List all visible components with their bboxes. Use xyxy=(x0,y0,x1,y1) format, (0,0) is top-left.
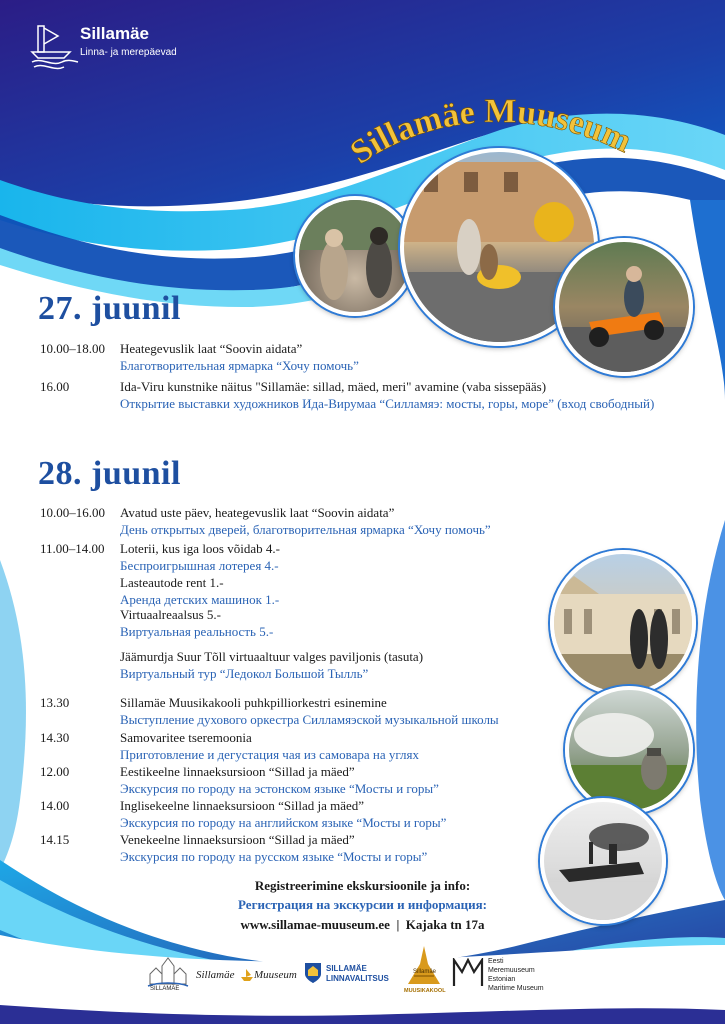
event-title-et: Avatud uste päev, heategevuslik laat “Soovin aidata” xyxy=(120,505,395,520)
event-title-et: Lasteautode rent 1.- xyxy=(120,575,224,590)
partner-label: SILLAMÄE xyxy=(150,986,180,992)
schedule-item xyxy=(40,694,520,728)
event-time: 10.00–18.00 xyxy=(40,341,105,356)
event-title-ru: Благотворительная ярмарка “Хочу помочь” xyxy=(120,358,359,373)
event-title-et: Samovaritee tseremoonia xyxy=(120,730,252,745)
event-title-et: Sillamäe Muusikakooli puhkpilliorkestri esinemine xyxy=(120,695,387,710)
photo-samovar xyxy=(565,686,693,814)
town-crest-icon xyxy=(146,956,190,988)
people-image-icon xyxy=(299,200,411,312)
event-time: 16.00 xyxy=(40,379,70,394)
partner-label: Eesti xyxy=(488,958,504,965)
event-title-ru: День открытых дверей, благотворительная ярмарка “Хочу помочь” xyxy=(120,522,491,537)
event-title-ru: Выступление духового оркестра Силламяэской музыкальной школы xyxy=(120,712,499,727)
event-time: 14.30 xyxy=(40,730,70,745)
partner-label: Sillamäe xyxy=(196,969,235,981)
event-title-et: Heategevuslik laat “Soovin aidata” xyxy=(120,341,303,356)
event-title-et: Venekeelne linnaeksursioon “Sillad ja mäed” xyxy=(120,832,355,847)
logo-name: Sillamäe xyxy=(80,24,149,43)
schedule-item xyxy=(40,648,520,682)
event-title-ru: Беспроигрышная лотерея 4.- xyxy=(120,558,279,573)
schedule-item xyxy=(40,574,520,608)
event-title-et: Inglisekeelne linnaeksursioon “Sillad ja mäed” xyxy=(120,798,365,813)
partner-logo-city-government xyxy=(304,962,394,990)
partner-logo-sillamae-town xyxy=(146,956,190,996)
partner-label: Maritime Museum xyxy=(488,985,544,992)
partner-logo-maritime-museum xyxy=(452,958,572,994)
event-time: 12.00 xyxy=(40,764,70,779)
photo-building xyxy=(550,550,696,696)
event-title-ru: Приготовление и дегустация чая из самовара на углях xyxy=(120,747,419,762)
event-title-et: Virtuaalreaalsus 5.- xyxy=(120,607,222,622)
event-title-ru: Аренда детских машинок 1.- xyxy=(120,592,280,607)
partner-logo-music-school xyxy=(404,944,444,1000)
event-title-ru: Экскурсия по городу на английском языке “Мосты и горы” xyxy=(120,815,447,830)
event-title-ru: Экскурсия по городу на русском языке “Мосты и горы” xyxy=(120,849,428,864)
schedule-item xyxy=(40,763,520,797)
event-logo xyxy=(30,22,200,72)
partner-label: Sillamäe xyxy=(413,969,437,975)
photo-children-playing xyxy=(295,196,415,316)
schedule-item xyxy=(40,540,520,574)
samovar-image-icon xyxy=(569,690,689,810)
event-title-et: Loterii, kus iga loos võidab 4.- xyxy=(120,541,280,556)
event-title-et: Jäämurdja Suur Tõll virtuaaltuur valges paviljonis (tasuta) xyxy=(120,649,424,664)
event-title-et: Ida-Viru kunstnike näitus "Sillamäe: sillad, mäed, meri" avamine (vaba sissepääs) xyxy=(120,379,547,394)
registration-label-ru: Регистрация на экскурсии и информация: xyxy=(238,897,487,912)
music-school-emblem-icon xyxy=(404,944,444,988)
event-title-ru: Виртуальный тур “Ледокол Большой Тылль” xyxy=(120,666,369,681)
logo-subtitle: Linna- ja merepäevad xyxy=(80,47,177,58)
event-title-ru: Открытие выставки художников Ида-Вирумаа “Силламяэ: мосты, горы, море” (вход свободный) xyxy=(120,396,655,411)
day-heading-27: 27. juunil xyxy=(38,290,181,327)
ship-logo-icon xyxy=(30,22,80,70)
registration-contact[interactable]: www.sillamae-muuseum.ee | Kajaka tn 17a xyxy=(240,917,485,932)
event-title-ru: Экскурсия по городу на эстонском языке “Мосты и горы” xyxy=(120,781,439,796)
registration-label-et: Registreerimine ekskursioonile ja info: xyxy=(254,878,471,893)
event-time: 10.00–16.00 xyxy=(40,505,105,520)
partner-label: Estonian xyxy=(488,976,516,983)
event-title-ru: Виртуальная реальность 5.- xyxy=(120,624,274,639)
schedule-item xyxy=(40,340,680,374)
schedule-item xyxy=(40,797,520,831)
event-time: 14.00 xyxy=(40,798,70,813)
shield-icon xyxy=(304,962,322,984)
partner-label: LINNAVALITSUS xyxy=(326,974,389,983)
day-heading-28: 28. juunil xyxy=(38,455,181,492)
partner-logo-museum xyxy=(196,965,296,987)
maritime-museum-emblem-icon xyxy=(452,958,484,988)
partner-label: Muuseum xyxy=(254,969,297,981)
schedule-item xyxy=(40,606,520,640)
event-time: 11.00–14.00 xyxy=(40,541,105,556)
building-image-icon xyxy=(554,554,692,692)
event-time: 14.15 xyxy=(40,832,70,847)
title-text: Sillamäe Muuseum xyxy=(343,92,637,172)
partner-label: Meremuuseum xyxy=(488,967,535,974)
schedule-item xyxy=(40,378,680,412)
museum-emblem-icon xyxy=(240,967,254,983)
schedule-item xyxy=(40,729,520,763)
event-time: 13.30 xyxy=(40,695,70,710)
partner-label: MUUSIKAKOOL xyxy=(404,988,446,994)
schedule-item xyxy=(40,831,520,865)
event-title-et: Eestikeelne linnaeksursioon “Sillad ja mäed” xyxy=(120,764,355,779)
schedule-item xyxy=(40,504,520,538)
partner-label: SILLAMÄE xyxy=(326,964,367,973)
